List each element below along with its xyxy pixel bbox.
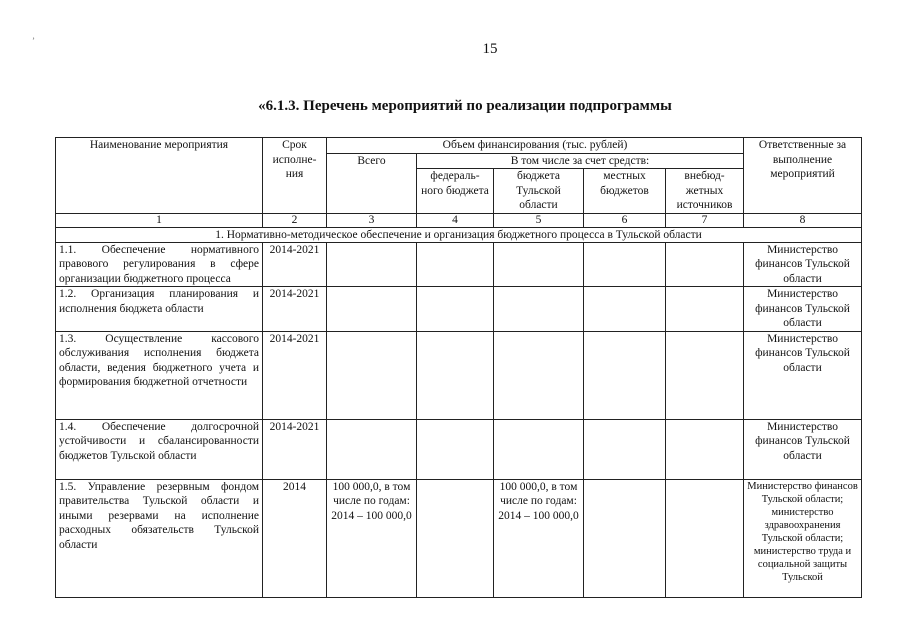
funding-total: 100 000,0, в том числе по годам: 2014 – 100 000,0 [327, 479, 417, 597]
header-responsible: Ответственные за выполнение мероприятий [744, 138, 862, 214]
funding-regional [494, 419, 584, 479]
measure-name: 1.1. Обеспечение нормативного правового регулирования в сфере организации бюджетного процесса [56, 242, 263, 287]
responsible: Министерство финансов Тульской области; министерство здравоохранения Тульской области; министерство труда и социальной защиты Тульской [744, 479, 862, 597]
header-federal: федераль- ного бюджета [417, 169, 494, 214]
column-number: 4 [417, 213, 494, 227]
funding-federal [417, 242, 494, 287]
responsible: Министерство финансов Тульской области [744, 242, 862, 287]
table-row [56, 479, 862, 597]
responsible: Министерство финансов Тульской области [744, 287, 862, 332]
measure-term: 2014 [263, 479, 327, 597]
column-number: 1 [56, 213, 263, 227]
funding-extra [666, 419, 744, 479]
measure-term: 2014-2021 [263, 242, 327, 287]
measure-name: 1.4. Обеспечение долгосрочной устойчивости и сбалансированности бюджетов Тульской области [56, 419, 263, 479]
header-total: Всего [327, 153, 417, 213]
column-numbers-row [56, 213, 862, 227]
funding-federal [417, 331, 494, 419]
measure-name: 1.5. Управление резервным фондом правительства Тульской области и иными резервами на исполнение расходных обязательств Тульской области [56, 479, 263, 597]
funding-local [584, 479, 666, 597]
funding-extra [666, 479, 744, 597]
section-row [56, 227, 862, 242]
responsible: Министерство финансов Тульской области [744, 419, 862, 479]
funding-total [327, 242, 417, 287]
section-title: 1. Нормативно-методическое обеспечение и организация бюджетного процесса в Тульской области [56, 227, 862, 242]
header-local: местных бюджетов [584, 169, 666, 214]
table-row [56, 242, 862, 287]
funding-regional [494, 242, 584, 287]
measure-name: 1.2. Организация планирования и исполнения бюджета области [56, 287, 263, 332]
measure-name: 1.3. Осуществление кассового обслуживания исполнения бюджета области, ведения бюджетного учета и формирования бюджетной отчетности [56, 331, 263, 419]
funding-total [327, 331, 417, 419]
header-funding: Объем финансирования (тыс. рублей) [327, 138, 744, 154]
funding-federal [417, 479, 494, 597]
funding-total [327, 287, 417, 332]
scan-mark: ʼ [32, 36, 35, 46]
funding-federal [417, 287, 494, 332]
responsible: Министерство финансов Тульской области [744, 331, 862, 419]
funding-local [584, 242, 666, 287]
header-regional: бюджета Тульской области [494, 169, 584, 214]
funding-regional: 100 000,0, в том числе по годам: 2014 – 100 000,0 [494, 479, 584, 597]
header-name: Наименование мероприятия [56, 138, 263, 214]
funding-extra [666, 242, 744, 287]
measure-term: 2014-2021 [263, 287, 327, 332]
column-number: 3 [327, 213, 417, 227]
header-including: В том числе за счет средств: [417, 153, 744, 169]
header-term: Срок исполне- ния [263, 138, 327, 214]
column-number: 6 [584, 213, 666, 227]
table-row [56, 331, 862, 419]
document-title: «6.1.3. Перечень мероприятий по реализации подпрограммы [258, 98, 672, 114]
funding-total [327, 419, 417, 479]
measure-term: 2014-2021 [263, 331, 327, 419]
column-number: 2 [263, 213, 327, 227]
measure-term: 2014-2021 [263, 419, 327, 479]
funding-regional [494, 331, 584, 419]
funding-local [584, 287, 666, 332]
column-number: 5 [494, 213, 584, 227]
measures-table [55, 137, 862, 598]
funding-extra [666, 331, 744, 419]
funding-federal [417, 419, 494, 479]
funding-extra [666, 287, 744, 332]
column-number: 8 [744, 213, 862, 227]
funding-local [584, 331, 666, 419]
header-extra: внебюд- жетных источников [666, 169, 744, 214]
funding-regional [494, 287, 584, 332]
table-row [56, 419, 862, 479]
page-number: 15 [482, 41, 498, 57]
funding-local [584, 419, 666, 479]
column-number: 7 [666, 213, 744, 227]
table-row [56, 287, 862, 332]
header-row-1 [56, 138, 862, 154]
